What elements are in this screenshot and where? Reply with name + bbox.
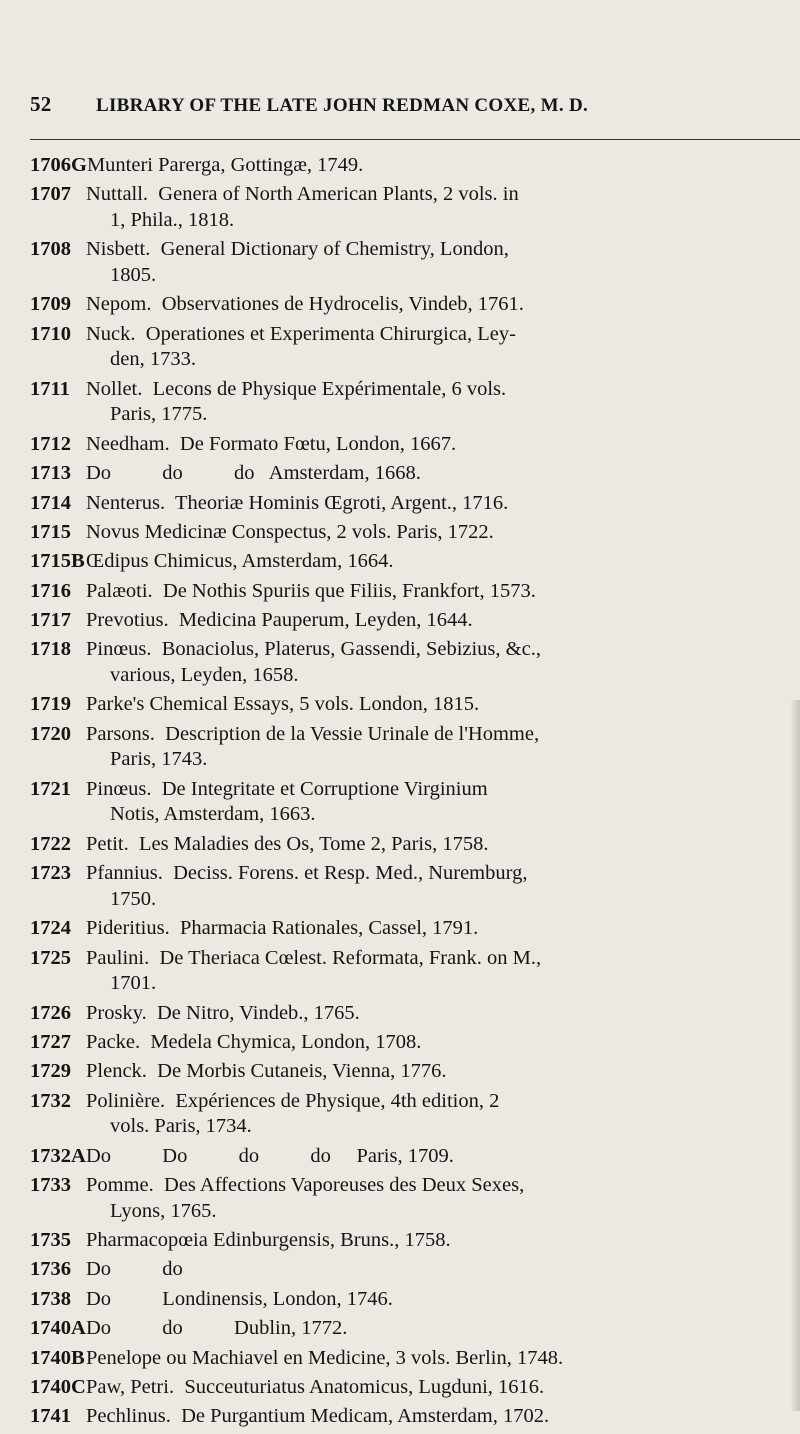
entry-text [86,916,800,942]
entry-text [86,1346,800,1372]
entry-number: 1735 [30,1229,71,1252]
entry-line: Plenck. De Morbis Cutaneis, Vienna, 1776. [86,1060,447,1083]
entry-line: Novus Medicinæ Conspectus, 2 vols. Paris, 1722. [86,520,494,543]
page-header [30,92,730,117]
entry-line: Pharmacopœia Edinburgensis, Bruns., 1758. [86,1229,451,1252]
entry-number: 1720 [30,722,71,745]
entry-number: 1715 [30,520,71,543]
entry-line: Nepom. Observationes de Hydrocelis, Vindeb, 1761. [86,293,524,316]
entry-text [86,946,800,997]
catalog-entry [30,491,800,517]
entry-text [86,237,800,288]
catalog-entry [30,322,800,373]
entry-text [86,1287,800,1313]
entry-text [86,1404,800,1430]
entry-line: Nenterus. Theoriæ Hominis Œgroti, Argent., 1716. [86,491,509,514]
entry-text [86,491,800,517]
entry-line: Pechlinus. De Purgantium Medicam, Amsterdam, 1702. [86,1405,550,1428]
entry-number: 1718 [30,638,71,661]
entry-number: 1719 [30,693,71,716]
entry-number: 1726 [30,1001,71,1024]
entry-text [86,692,800,718]
page-number: 52 [30,92,52,116]
entry-number: 1714 [30,491,71,514]
catalog-entry [30,1228,800,1254]
entry-continuation-line: den, 1733. [110,348,196,371]
catalog-entries [30,153,800,1434]
entry-line: Paulini. De Theriaca Cœlest. Reformata, Frank. on M., [86,946,542,969]
entry-text [86,432,800,458]
entry-number: 1710 [30,322,71,345]
entry-line: Nisbett. General Dictionary of Chemistry, London, [86,238,509,261]
catalog-entry [30,722,800,773]
catalog-entry [30,1089,800,1140]
entry-text [86,292,800,318]
entry-line: Needham. De Formato Fœtu, London, 1667. [86,432,457,455]
entry-number: 1713 [30,462,71,485]
catalog-entry [30,153,800,179]
entry-line: Nollet. Lecons de Physique Expérimentale, 6 vols. [86,377,507,400]
entry-number: 1725 [30,946,71,969]
entry-number: 1732A [30,1144,86,1167]
entry-number: 1727 [30,1030,71,1053]
entry-line: Pfannius. Deciss. Forens. et Resp. Med., Nuremburg, [86,862,528,885]
entry-continuation-line: Lyons, 1765. [110,1199,217,1222]
entry-continuation-line: various, Leyden, 1658. [110,664,299,687]
catalog-entry [30,1404,800,1430]
page-edge-shadow [790,700,800,1411]
entry-text [86,1001,800,1027]
entry-continuation-line: 1805. [110,263,157,286]
entry-number: 1723 [30,862,71,885]
running-title: LIBRARY OF THE LATE JOHN REDMAN COXE, M. D. [96,95,589,116]
entry-number: 1733 [30,1174,71,1197]
catalog-entry [30,549,800,575]
catalog-entry [30,692,800,718]
catalog-entry [30,1144,800,1170]
entry-line: Do Londinensis, London, 1746. [86,1287,393,1310]
catalog-entry [30,182,800,233]
catalog-entry [30,461,800,487]
catalog-entry [30,861,800,912]
entry-line: Petit. Les Maladies des Os, Tome 2, Paris, 1758. [86,832,489,855]
catalog-entry [30,946,800,997]
catalog-entry [30,916,800,942]
entry-line: Pideritius. Pharmacia Rationales, Cassel, 1791. [86,917,479,940]
entry-text [86,1030,800,1056]
entry-number: 1717 [30,609,71,632]
entry-number: 1729 [30,1060,71,1083]
catalog-entry [30,520,800,546]
entry-number: 1732 [30,1089,71,1112]
entry-number: 1712 [30,432,71,455]
entry-number: 1716 [30,579,71,602]
catalog-entry [30,1059,800,1085]
entry-line: Pomme. Des Affections Vaporeuses des Deux Sexes, [86,1174,525,1197]
entry-text [86,1089,800,1140]
entry-text [86,861,800,912]
entry-number: 1740B [30,1346,85,1369]
entry-text [86,1257,800,1283]
entry-line: Polinière. Expériences de Physique, 4th edition, 2 [86,1089,500,1112]
entry-number: 1715B [30,550,85,573]
entry-text [86,777,800,828]
catalog-entry [30,579,800,605]
entry-line: Do Do do do Paris, 1709. [86,1144,454,1167]
entry-text [86,608,800,634]
entry-text [86,1173,800,1224]
entry-line: Packe. Medela Chymica, London, 1708. [86,1030,422,1053]
entry-line: Prosky. De Nitro, Vindeb., 1765. [86,1001,360,1024]
entry-line: Prevotius. Medicina Pauperum, Leyden, 1644. [86,609,473,632]
entry-number: 1721 [30,777,71,800]
catalog-entry [30,1316,800,1342]
entry-text [86,377,800,428]
entry-text [86,1059,800,1085]
entry-line: Do do do Amsterdam, 1668. [86,462,421,485]
entry-line: Parsons. Description de la Vessie Urinale de l'Homme, [86,722,540,745]
entry-number: 1741 [30,1405,71,1428]
catalog-entry [30,1257,800,1283]
entry-line: Do do [86,1258,183,1281]
entry-continuation-line: Paris, 1743. [110,748,208,771]
catalog-entry [30,1001,800,1027]
header-rule [30,139,800,140]
entry-line: Pinœus. Bonaciolus, Platerus, Gassendi, Sebizius, &c., [86,638,541,661]
catalog-entry [30,237,800,288]
catalog-entry [30,292,800,318]
entry-text [86,1316,800,1342]
entry-text [87,153,800,179]
entry-line: Œdipus Chimicus, Amsterdam, 1664. [86,550,394,573]
entry-line: Munteri Parerga, Gottingæ, 1749. [86,154,364,176]
entry-continuation-line: 1701. [110,972,157,995]
entry-text [86,1375,800,1401]
entry-text [86,322,800,373]
entry-text [86,722,800,773]
entry-number: 1736 [30,1258,71,1281]
entry-text [86,549,800,575]
entry-text [86,637,800,688]
entry-line: Parke's Chemical Essays, 5 vols. London, 1815. [86,693,480,716]
entry-number: 1738 [30,1287,71,1310]
catalog-entry [30,1030,800,1056]
entry-number: 1708 [30,238,71,261]
entry-continuation-line: 1, Phila., 1818. [110,208,235,231]
entry-number: 1740C [30,1376,86,1399]
entry-text [86,461,800,487]
entry-continuation-line: vols. Paris, 1734. [110,1115,252,1138]
entry-text [86,1144,800,1170]
catalog-entry [30,608,800,634]
entry-text [86,579,800,605]
catalog-entry [30,1287,800,1313]
entry-line: Pinœus. De Integritate et Corruptione Virginium [86,777,488,800]
entry-line: Paw, Petri. Succeuturiatus Anatomicus, Lugduni, 1616. [86,1376,545,1399]
entry-text [86,182,800,233]
catalog-entry [30,377,800,428]
entry-continuation-line: Notis, Amsterdam, 1663. [110,803,316,826]
entry-line: Penelope ou Machiavel en Medicine, 3 vols. Berlin, 1748. [86,1346,564,1369]
catalog-entry [30,637,800,688]
entry-text [86,1228,800,1254]
entry-number: 1709 [30,293,71,316]
entry-number: 1707 [30,183,71,206]
entry-line: Palæoti. De Nothis Spuriis que Filiis, Frankfort, 1573. [86,579,536,602]
catalog-entry [30,1375,800,1401]
entry-text [86,832,800,858]
entry-line: Nuttall. Genera of North American Plants, 2 vols. in [86,183,519,206]
entry-number: 1711 [30,377,70,400]
entry-number: 1740A [30,1317,86,1340]
catalog-entry [30,1173,800,1224]
entry-text [86,520,800,546]
entry-line: Nuck. Operationes et Experimenta Chirurgica, Ley- [86,322,516,345]
catalog-entry [30,777,800,828]
catalog-entry [30,832,800,858]
entry-number: 1724 [30,917,71,940]
entry-continuation-line: 1750. [110,887,157,910]
catalog-entry [30,432,800,458]
catalog-entry [30,1346,800,1372]
entry-number: 1722 [30,832,71,855]
entry-continuation-line: Paris, 1775. [110,403,208,426]
entry-line: Do do Dublin, 1772. [86,1317,348,1340]
entry-number: 1706G [30,154,87,176]
